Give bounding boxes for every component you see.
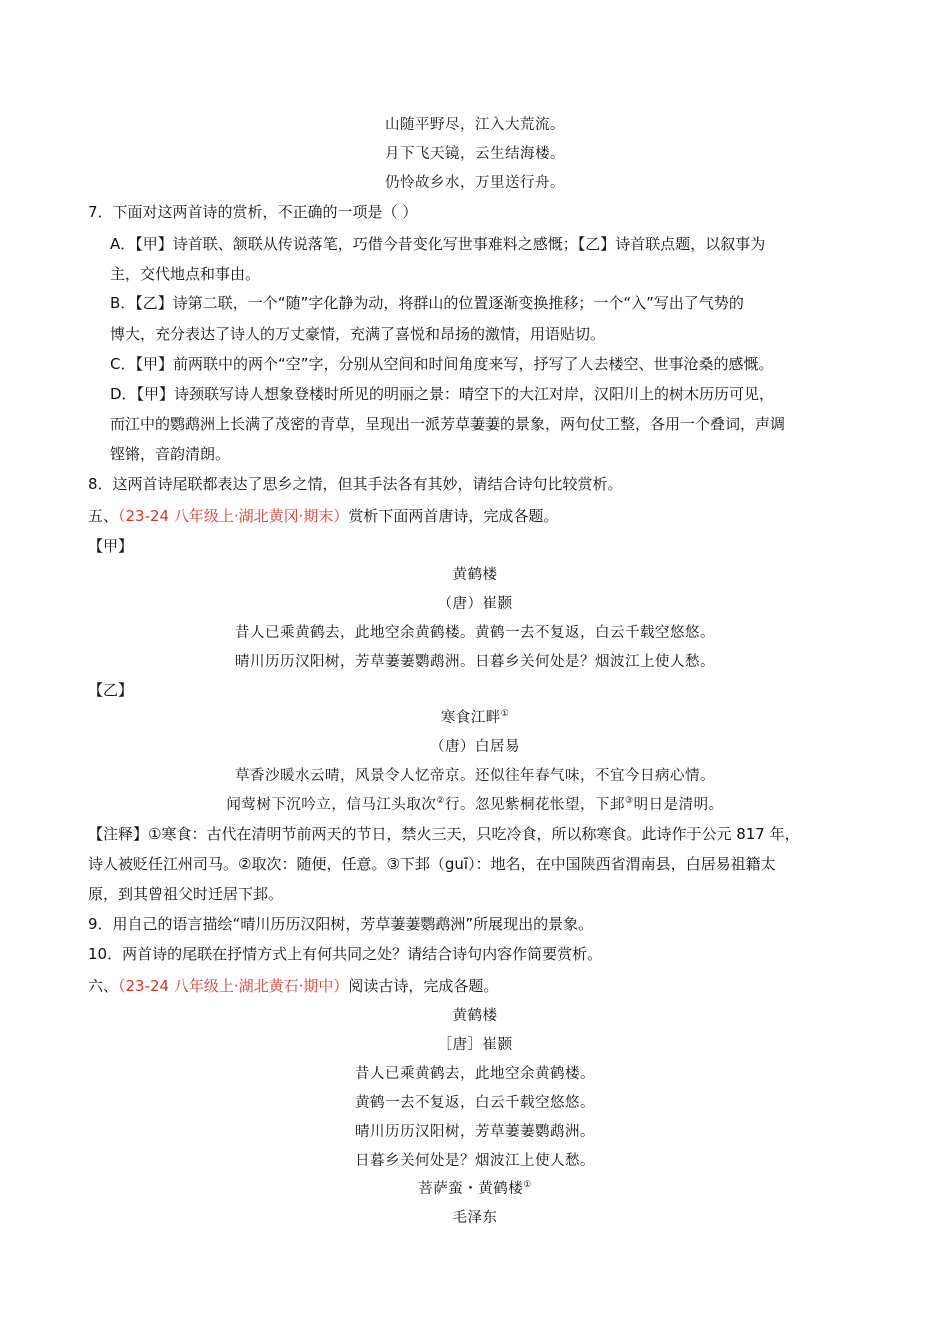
poem-title: 寒食江畔① xyxy=(440,709,510,726)
poem-line: 晴川历历汉阳树，芳草萋萋鹦鹉洲。日暮乡关何处是？烟波江上使人愁。 xyxy=(235,654,715,670)
question-9: 9．用自己的语言描绘“晴川历历汉阳树，芳草萋萋鹦鹉洲”所展现出的景象。 xyxy=(88,915,594,933)
option-a-line: 主，交代地点和事由。 xyxy=(110,265,261,283)
poem-line: 昔人已乘黄鹤去，此地空余黄鹤楼。黄鹤一去不复返，白云千载空悠悠。 xyxy=(235,625,715,641)
option-a-line: A．【甲】诗首联、颔联从传说落笔，巧借今昔变化写世事难料之感慨；【乙】诗首联点题，以叙事为 xyxy=(110,235,766,253)
footnote-marker: ① xyxy=(500,709,510,719)
poem-author: （唐）崔颢 xyxy=(437,596,513,612)
jia-label: 【甲】 xyxy=(88,537,134,555)
poem-title: 黄鹤楼 xyxy=(452,1008,498,1024)
section-instruction: 赏析下面两首唐诗，完成各题。 xyxy=(348,507,559,525)
poem-author: （唐）白居易 xyxy=(430,739,520,755)
poem-title: 菩萨蛮・黄鹤楼① xyxy=(418,1180,532,1197)
option-b-line: 博大，充分表达了诗人的万丈豪情，充满了喜悦和昂扬的激情，用语贴切。 xyxy=(110,325,606,343)
option-d-line: 铿锵，音韵清朗。 xyxy=(110,445,231,463)
section-instruction: 阅读古诗，完成各题。 xyxy=(348,977,499,995)
yi-label: 【乙】 xyxy=(88,681,134,699)
option-d-line: D．【甲】诗颈联写诗人想象登楼时所见的明丽之景：晴空下的大江对岸，汉阳川上的树木历历可见， xyxy=(110,385,775,403)
question-7-stem: 7．下面对这两首诗的赏析，不正确的一项是（ ） xyxy=(88,203,418,221)
poem-line: 闻莺树下沉吟立，信马江头取次②行。忽见紫桐花怅望，下邽③明日是清明。 xyxy=(226,796,724,813)
poem-author: ［唐］崔颢 xyxy=(437,1037,513,1053)
question-8: 8．这两首诗尾联都表达了思乡之情，但其手法各有其妙，请结合诗句比较赏析。 xyxy=(88,475,623,493)
footnote-marker: ② xyxy=(436,796,445,806)
section-6-header xyxy=(88,975,498,997)
option-d-line: 而江中的鹦鹉洲上长满了茂密的青草，呈现出一派芳草萋萋的景象，两句仗工整，各用一个叠词，声调 xyxy=(110,415,786,433)
poem-author: 毛泽东 xyxy=(452,1210,498,1226)
annotation-line: 诗人被贬任江州司马。②取次：随便，任意。③下邽（guī）：地名，在中国陕西省渭南县，白居易祖籍太 xyxy=(88,855,776,873)
option-b-line: B．【乙】诗第二联，一个“随”字化静为动，将群山的位置逐渐变换推移；一个“入”写出了气势的 xyxy=(110,294,744,312)
footnote-marker: ① xyxy=(523,1180,532,1190)
poem-line: 仍怜故乡水，万里送行舟。 xyxy=(385,175,565,191)
source-tag: （23-24 八年级上·湖北黄冈·期末） xyxy=(118,507,349,525)
footnote-marker: ③ xyxy=(625,796,634,806)
poem-line: 草香沙暖水云晴，风景令人忆帝京。还似往年春气味，不宜今日病心情。 xyxy=(235,768,715,784)
poem-line: 日暮乡关何处是？烟波江上使人愁。 xyxy=(355,1153,595,1169)
poem-line: 昔人已乘黄鹤去，此地空余黄鹤楼。 xyxy=(355,1066,595,1082)
section-number: 五、 xyxy=(88,507,119,525)
option-c-line: C．【甲】前两联中的两个“空”字，分别从空间和时间角度来写，抒写了人去楼空、世事沧桑的感慨。 xyxy=(110,355,774,373)
poem-line: 山随平野尽，江入大荒流。 xyxy=(385,117,565,133)
poem-line: 黄鹤一去不复返，白云千载空悠悠。 xyxy=(355,1095,595,1111)
poem-title: 黄鹤楼 xyxy=(452,567,498,583)
poem-line: 月下飞天镜，云生结海楼。 xyxy=(385,146,565,162)
question-10: 10．两首诗的尾联在抒情方式上有何共同之处？请结合诗句内容作简要赏析。 xyxy=(88,945,603,963)
source-tag: （23-24 八年级上·湖北黄石·期中） xyxy=(118,977,349,995)
section-number: 六、 xyxy=(88,977,119,995)
poem-line: 晴川历历汉阳树，芳草萋萋鹦鹉洲。 xyxy=(355,1124,595,1140)
annotation-line: 【注释】①寒食：古代在清明节前两天的节日，禁火三天，只吃冷食，所以称寒食。此诗作于公元 817 年， xyxy=(88,825,800,843)
section-5-header xyxy=(88,505,558,527)
annotation-line: 原，到其曾祖父时迁居下邽。 xyxy=(88,885,284,903)
